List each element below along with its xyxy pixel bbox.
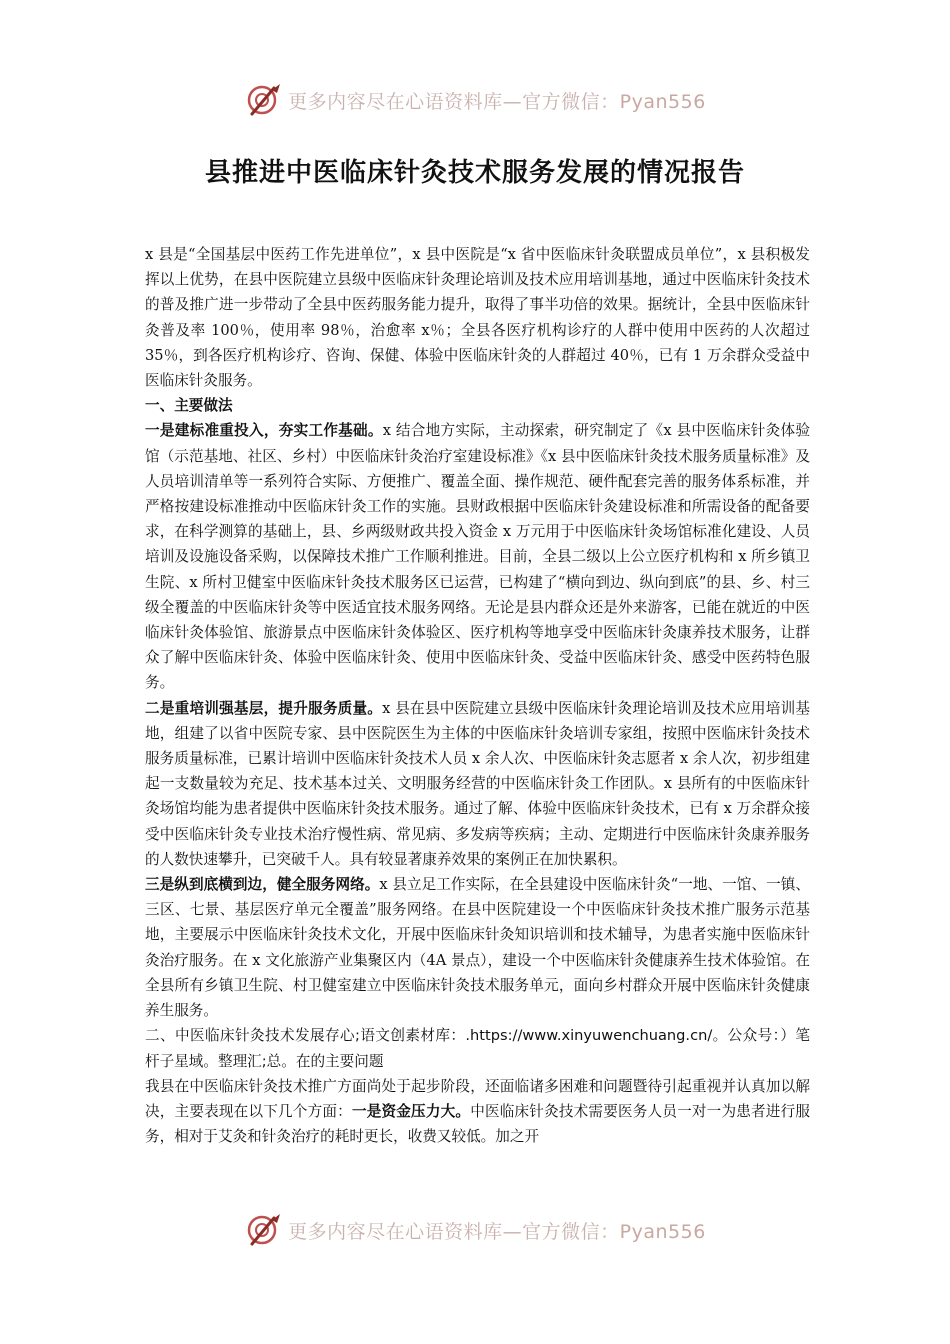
paragraph-lead: 三是纵到底横到边，健全服务网络。	[145, 876, 380, 894]
section1-heading: 一、主要做法	[145, 397, 233, 415]
banner-text: 更多内容尽在心语资料库—官方微信：Pyan556	[288, 1220, 706, 1243]
banner-wechat-id: Pyan556	[619, 1220, 706, 1243]
banner-wechat-id: Pyan556	[619, 90, 706, 113]
document-body	[145, 242, 810, 1149]
paragraph-lead: 一是建标准重投入，夯实工作基础。	[145, 422, 383, 440]
paragraph-lead: 一是资金压力大。	[351, 1102, 471, 1120]
footer-banner	[0, 1208, 950, 1252]
section1-paragraph-3: 三是纵到底横到边，健全服务网络。x 县立足工作实际，在全县建设中医临床针灸“一地、一馆、一镇、三区、七景、基层医疗单元全覆盖”服务网络。在县中医院建设一个中医临床针灸技术推广服务示范基地，主要展示中医临床针灸技术文化，开展中医临床针灸知识培训和技术辅导，为患者实施中医临床针灸治疗服务。在 x 文化旅游产业集聚区内（4A 景点），建设一个中医临床针灸健康养生技术体验馆。在全县所有乡镇卫生院、村卫健室建立中医临床针灸技术服务单元，面向乡村群众开展中医临床针灸健康养生服务。	[145, 876, 810, 1020]
banner-text: 更多内容尽在心语资料库—官方微信：Pyan556	[288, 90, 706, 113]
section2-heading: 二、中医临床针灸技术发展存心;语文创素材库：.https://www.xinyuwenchuang.cn/。公众号：）笔杆子星域。整理汇;总。在的主要问题	[145, 1027, 810, 1070]
document-title: 县推进中医临床针灸技术服务发展的情况报告	[204, 158, 745, 188]
brush-logo-icon	[244, 80, 284, 120]
paragraph-lead: 二是重培训强基层，提升服务质量。	[145, 699, 383, 717]
section1-paragraph-1: 一是建标准重投入，夯实工作基础。x 结合地方实际，主动探索，研究制定了《x 县中医临床针灸体验馆（示范基地、社区、乡村）中医临床针灸治疗室建设标准》《x 县中医临床针灸技术服务质量标准》及人员培训清单等一系列符合实际、方便推广、覆盖全面、操作规范、硬件配套完善的服务体系标准，并严格按建设标准推动中医临床针灸工作的实施。县财政根据中医临床针灸建设标准和所需设备的配备要求，在科学测算的基础上，县、乡两级财政共投入资金 x 万元用于中医临床针灸场馆标准化建设、人员培训及设施设备采购，以保障技术推广工作顺利推进。目前，全县二级以上公立医疗机构和 x 所乡镇卫生院、x 所村卫健室中医临床针灸技术服务区已运营，已构建了“横向到边、纵向到底”的县、乡、村三级全覆盖的中医临床针灸等中医适宜技术服务网络。无论是县内群众还是外来游客，已能在就近的中医临床针灸体验馆、旅游景点中医临床针灸体验区、医疗机构等地享受中医临床针灸康养技术服务，让群众了解中医临床针灸、体验中医临床针灸、使用中医临床针灸、受益中医临床针灸、感受中医药特色服务。	[145, 422, 810, 692]
section2-paragraph: 我县在中医临床针灸技术推广方面尚处于起步阶段，还面临诸多困难和问题暨待引起重视并认真加以解决，主要表现在以下几个方面：一是资金压力大。中医临床针灸技术需要医务人员一对一为患者进行服务，相对于艾灸和针灸治疗的耗时更长，收费又较低。加之开	[145, 1077, 810, 1146]
section1-paragraph-2: 二是重培训强基层，提升服务质量。x 县在县中医院建立县级中医临床针灸理论培训及技术应用培训基地，组建了以省中医院专家、县中医院医生为主体的中医临床针灸培训专家组，按照中医临床针灸技术服务质量标准，已累计培训中医临床针灸技术人员 x 余人次、中医临床针灸志愿者 x 余人次，初步组建起一支数量较为充足、技术基本过关、文明服务经营的中医临床针灸工作团队。x 县所有的中医临床针灸场馆均能为患者提供中医临床针灸技术服务。通过了解、体验中医临床针灸技术，已有 x 万余群众接受中医临床针灸专业技术治疗慢性病、常见病、多发病等疾病；主动、定期进行中医临床针灸康养服务的人数快速攀升，已突破千人。具有较显著康养效果的案例正在加快累积。	[145, 699, 810, 868]
brush-logo-icon	[244, 1210, 284, 1250]
header-banner	[0, 78, 950, 122]
intro-paragraph: x 县是“全国基层中医药工作先进单位”，x 县中医院是“x 省中医临床针灸联盟成员单位”，x 县积极发挥以上优势，在县中医院建立县级中医临床针灸理论培训及技术应用培训基地，通过中医临床针灸技术的普及推广进一步带动了全县中医药服务能力提升，取得了事半功倍的效果。据统计，全县中医临床针灸普及率 100％，使用率 98％，治愈率 x％；全县各医疗机构诊疗的人群中使用中医药的人次超过 35％，到各医疗机构诊疗、咨询、保健、体验中医临床针灸的人群超过 40％，已有 1 万余群众受益中医临床针灸服务。	[145, 246, 810, 390]
